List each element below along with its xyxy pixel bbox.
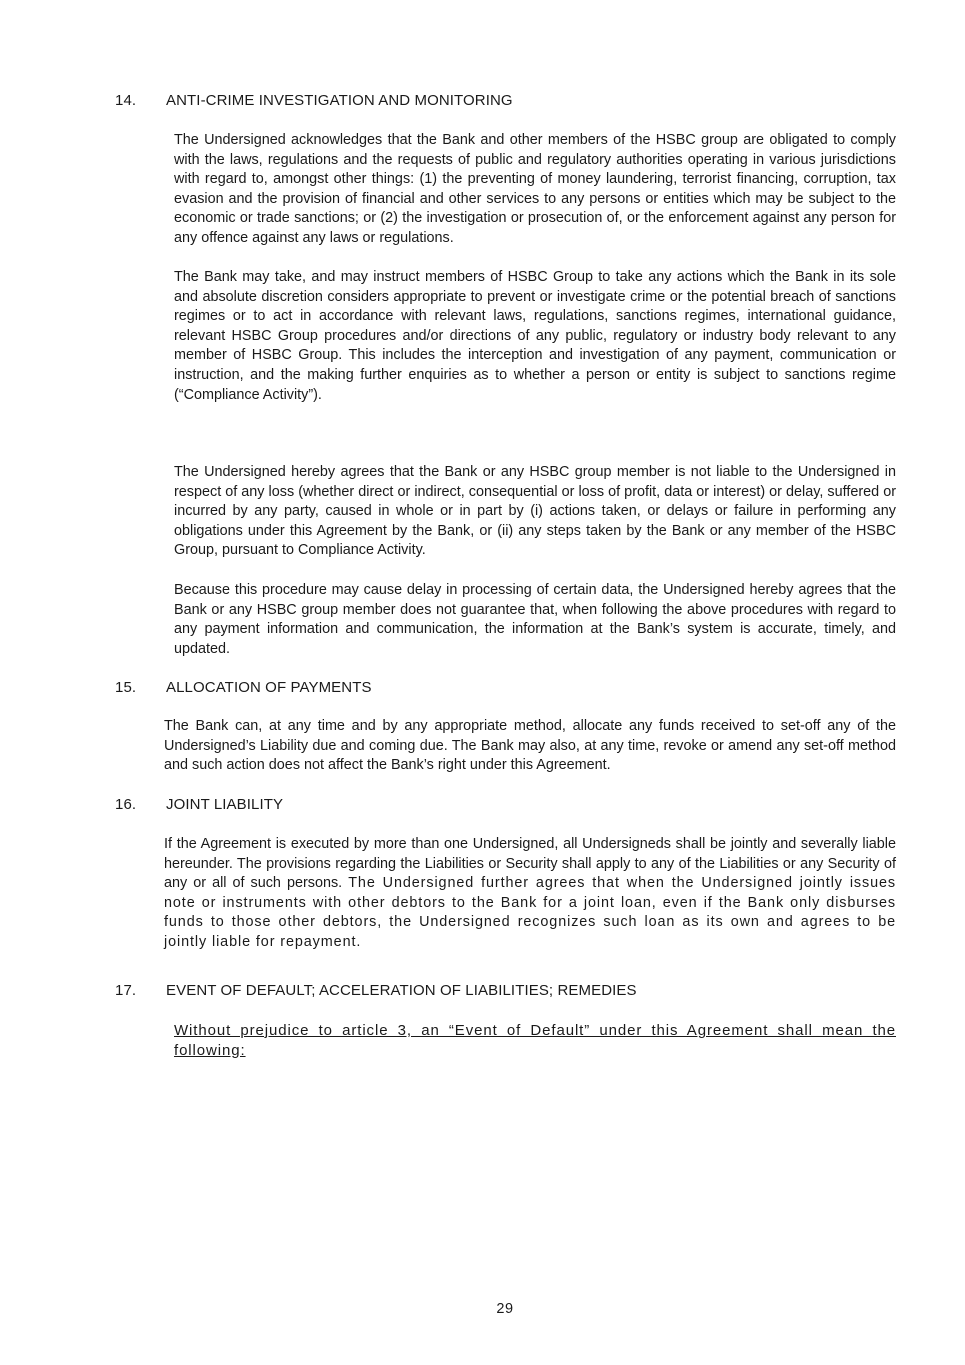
paragraph: The Undersigned acknowledges that the Bank and other members of the HSBC group are obligated to comply with the laws, regulations and the requests of public and regulatory authorities operating in various jurisdictions with regard to, amongst other things: (1) the preventing of money laundering, terrorist financing, corruption, tax evasion and the provision of financial and other services to any persons or entities which may be subject to the economic or trade sanctions; or (2) the investigation or prosecution of, or the enforcement against any person for any offence against any laws or regulations. [174,132,896,246]
section-heading [0,982,965,1004]
paragraph-part: If the Agreement is executed by more than one Undersigned, all Undersigneds shall be jointly and severally liable hereunder. The provisions regarding the Liabilities or Security shall apply to any of the Liabilities or any Security of any or all of such persons. [164,836,896,892]
paragraph: Because this procedure may cause delay in processing of certain data, the Undersigned hereby agrees that the Bank or any HSBC group member does not guarantee that, when following the above procedures with regard to any payment information and communication, the information at the Bank’s system is accurate, timely, and updated. [174,582,896,657]
section-heading [0,796,965,818]
section-16 [0,796,965,818]
section-title: EVENT OF DEFAULT; ACCELERATION OF LIABILITIES; REMEDIES [166,982,637,999]
section-17 [0,982,965,1004]
page-number: 29 [496,1301,514,1317]
section-title: ALLOCATION OF PAYMENTS [166,679,372,696]
section-heading [0,92,965,114]
paragraph: The Bank can, at any time and by any appropriate method, allocate any funds received to set-off any of the Undersigned’s Liability due and coming due. The Bank may also, at any time, revoke or amend any set-off method and such action does not affect the Bank’s right under this Agreement. [164,718,896,774]
section-title: JOINT LIABILITY [166,796,284,813]
section-15 [0,679,965,701]
paragraph-part: The Undersigned further agrees that when the Undersigned jointly issues note or instruments with other debtors to the Bank for a joint loan, even if the Bank only disburses funds to those other debtors, the Undersigned recognizes such loan as its own and agrees to be jointly liable for repayment. [164,875,897,950]
section-number: 15. [115,679,137,696]
paragraph [164,835,896,953]
paragraph: The Undersigned hereby agrees that the Bank or any HSBC group member is not liable to the Undersigned in respect of any loss (whether direct or indirect, consequential or loss of profit, data or interest) or delay, suffered or incurred by any party, caused in whole or in part by (i) actions taken, or delays or failure in performing any obligations under this Agreement by the Bank, or (ii) any steps taken by the Bank or any member of the HSBC Group, pursuant to Compliance Activity. [174,464,896,559]
section-number: 17. [115,982,137,999]
section-14 [0,92,965,114]
paragraph: Without prejudice to article 3, an “Event of Default” under this Agreement shall mean the following: [174,1022,896,1059]
section-number: 14. [115,92,137,109]
section-title: ANTI-CRIME INVESTIGATION AND MONITORING [166,92,513,109]
section-heading [0,679,965,701]
paragraph: The Bank may take, and may instruct members of HSBC Group to take any actions which the Bank in its sole and absolute discretion considers appropriate to prevent or investigate crime or the potential breach of sanctions regimes or to act in accordance with relevant laws, regulations, sanctions regimes, international guidance, relevant HSBC Group procedures and/or directions of any public, regulatory or industry body relevant to any member of HSBC Group. This includes the interception and investigation of any payment, communication or instruction, and the making further enquiries as to whether a person or entity is subject to sanctions regime (“Compliance Activity”). [174,269,896,403]
section-number: 16. [115,796,137,813]
